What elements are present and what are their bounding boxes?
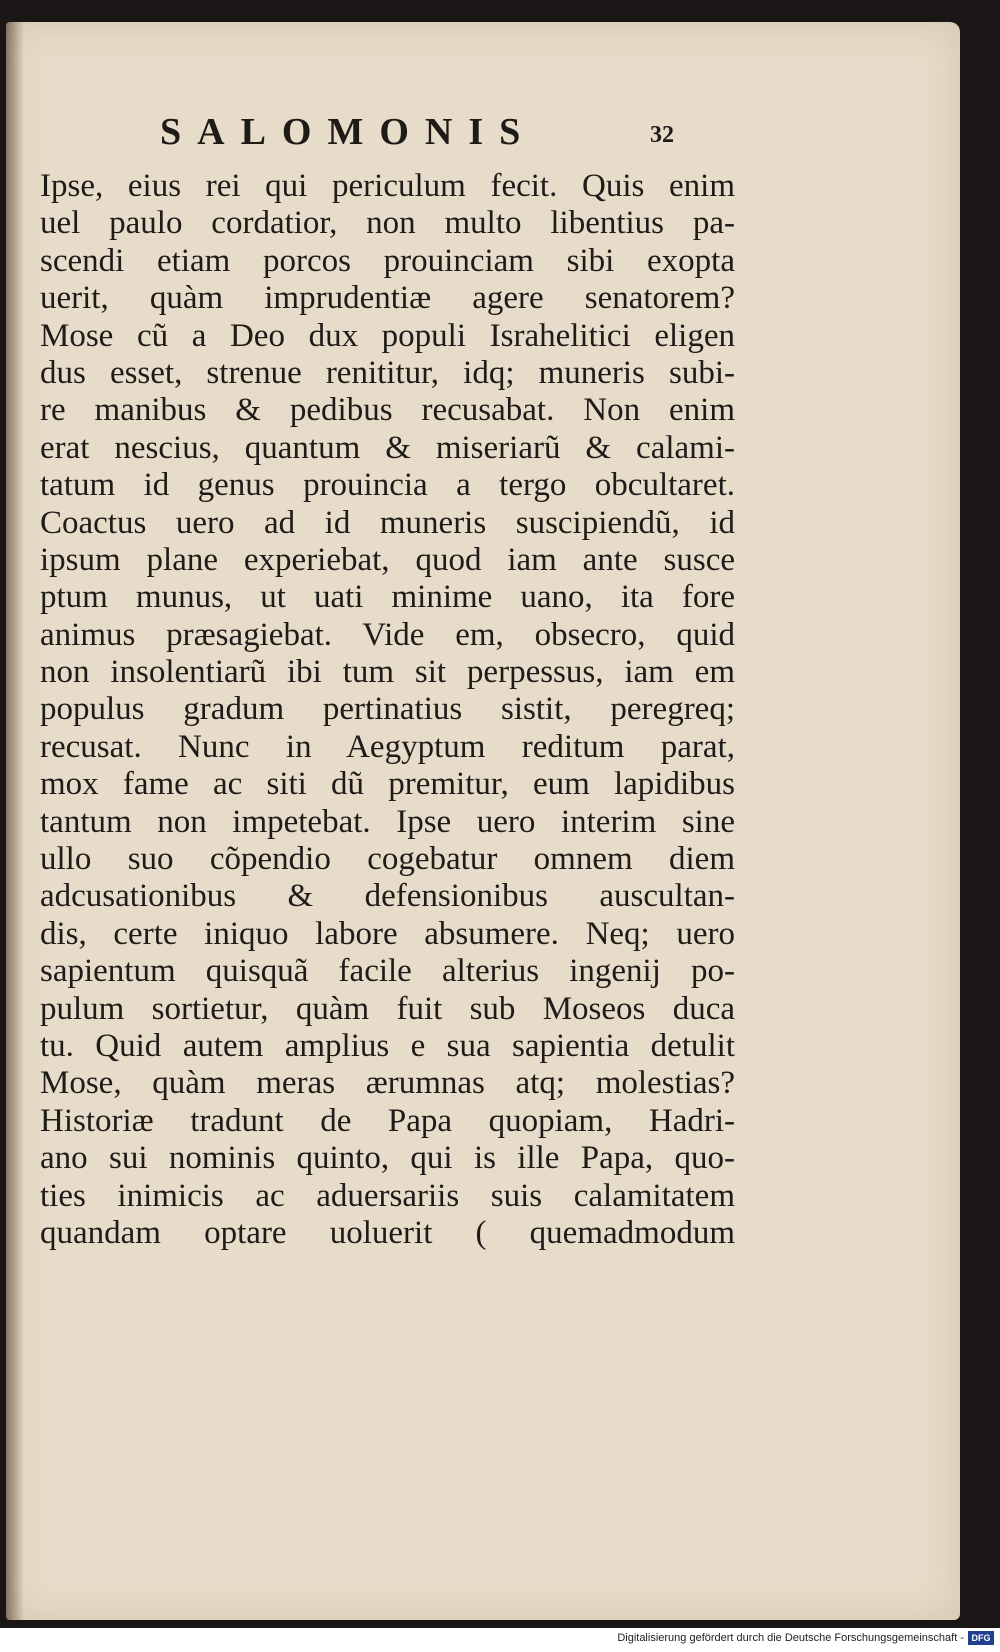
running-head: SALOMONIS — [160, 111, 537, 153]
text-line: ullo suo cõpendio cogebatur omnem diem — [40, 841, 735, 878]
text-line: adcusationibus & defensionibus auscultan- — [40, 878, 735, 915]
funding-credit: Digitalisierung gefördert durch die Deutsche Forschungsgemeinschaft - — [617, 1632, 964, 1644]
text-line: quandam optare uoluerit ( quemadmodum — [40, 1214, 735, 1251]
text-line: animus præsagiebat. Vide em, obsecro, quid — [40, 616, 735, 653]
text-line: re manibus & pedibus recusabat. Non enim — [40, 392, 735, 429]
text-line: dus esset, strenue renititur, idq; muneris subi- — [40, 354, 735, 391]
dfg-logo: DFG — [968, 1631, 994, 1645]
text-line: uerit, quàm imprudentiæ agere senatorem? — [40, 280, 735, 317]
text-line: mox fame ac siti dũ premitur, eum lapidibus — [40, 766, 735, 803]
text-line: pulum sortietur, quàm fuit sub Moseos duca — [40, 990, 735, 1027]
text-line: Mose, quàm meras ærumnas atq; molestias? — [40, 1065, 735, 1102]
text-line: ties inimicis ac aduersariis suis calamitatem — [40, 1177, 735, 1214]
text-line: recusat. Nunc in Aegyptum reditum parat, — [40, 728, 735, 765]
text-line: ptum munus, ut uati minime uano, ita fore — [40, 579, 735, 616]
text-line: scendi etiam porcos prouinciam sibi exopta — [40, 242, 735, 279]
body-text — [40, 168, 740, 1252]
text-line: tu. Quid autem amplius e sua sapientia detulit — [40, 1027, 735, 1064]
text-line: Mose cũ a Deo dux populi Israhelitici eligen — [40, 317, 735, 354]
text-line: tatum id genus prouincia a tergo obcultaret. — [40, 467, 735, 504]
text-line: tantum non impetebat. Ipse uero interim sine — [40, 803, 735, 840]
text-line: erat nescius, quantum & miseriarũ & calami- — [40, 429, 735, 466]
text-line: non insolentiarũ ibi tum sit perpessus, iam em — [40, 654, 735, 691]
text-line: Coactus uero ad id muneris suscipiendũ, id — [40, 504, 735, 541]
text-line: ano sui nominis quinto, qui is ille Papa, quo- — [40, 1140, 735, 1177]
text-line: dis, certe iniquo labore absumere. Neq; uero — [40, 915, 735, 952]
gutter-shadow — [6, 22, 24, 1620]
text-line: uel paulo cordatior, non multo libentius pa- — [40, 205, 735, 242]
text-line: populus gradum pertinatius sistit, peregreq; — [40, 691, 735, 728]
text-line: Historiæ tradunt de Papa quopiam, Hadri- — [40, 1102, 735, 1139]
text-line: Ipse, eius rei qui periculum fecit. Quis enim — [40, 168, 735, 204]
text-line: ipsum plane experiebat, quod iam ante susce — [40, 541, 735, 578]
page-number: 32 — [650, 122, 674, 148]
text-line: sapientum quisquã facile alterius ingenij po- — [40, 953, 735, 990]
